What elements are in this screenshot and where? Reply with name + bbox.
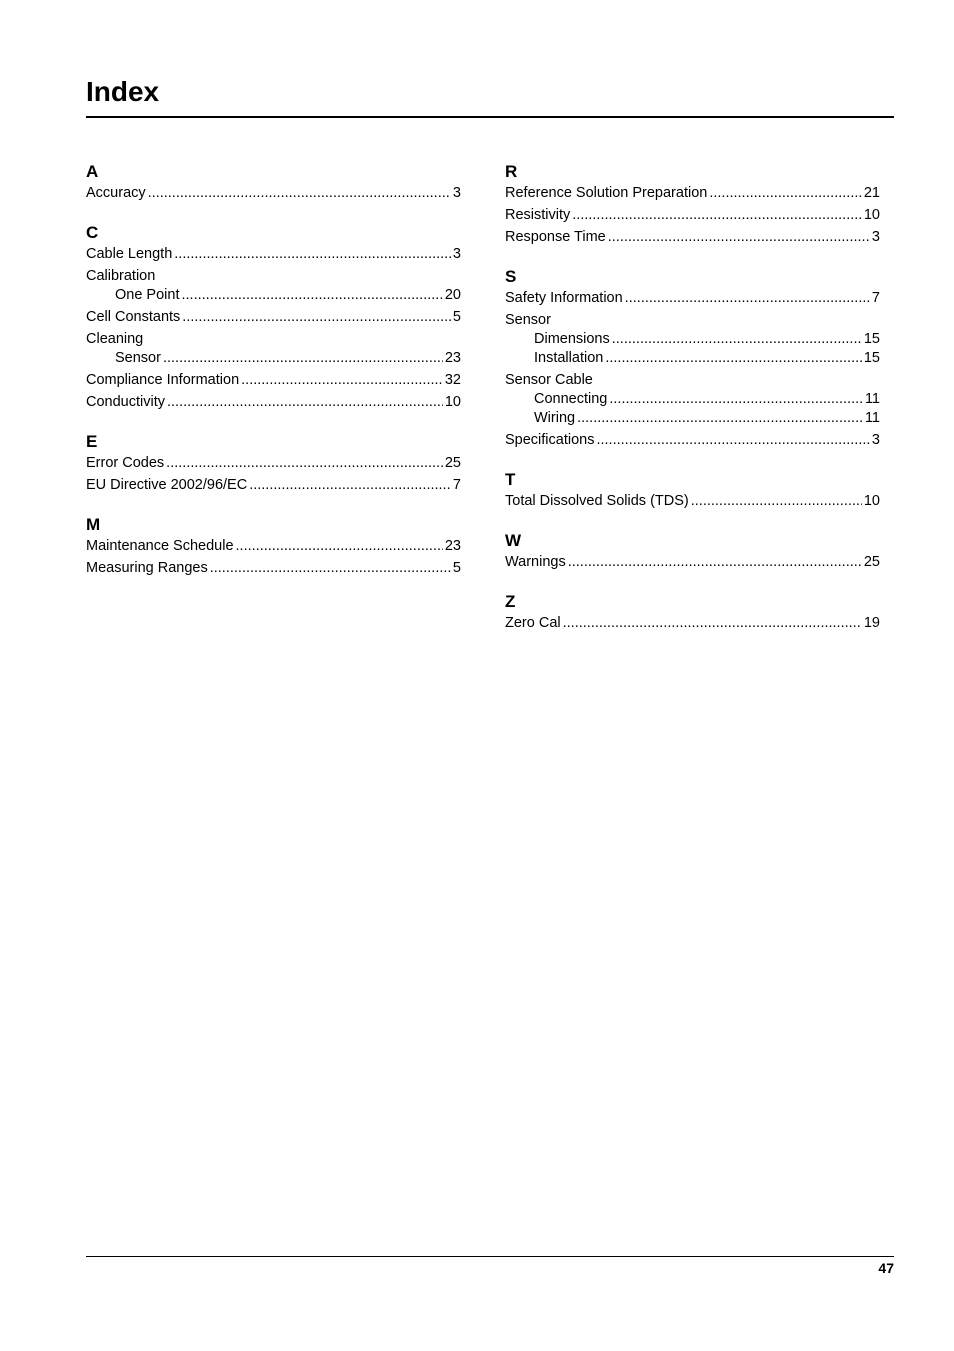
index-entry xyxy=(505,206,880,225)
entry-label: Sensor xyxy=(115,350,161,366)
entry-label: Cable Length xyxy=(86,246,173,262)
entry-page: 25 xyxy=(863,554,880,570)
index-entry xyxy=(86,245,461,264)
entry-parent: Cleaning xyxy=(86,331,144,347)
entry-label: One Point xyxy=(115,287,180,303)
entry-page: 7 xyxy=(452,477,461,493)
leader-dots xyxy=(709,184,862,203)
section-letter: Z xyxy=(505,592,516,611)
entry-parent: Sensor Cable xyxy=(505,372,593,388)
entry-page: 23 xyxy=(444,350,461,366)
index-subentry xyxy=(86,286,461,305)
leader-dots xyxy=(605,349,862,368)
leader-dots xyxy=(577,409,863,428)
entry-label: Connecting xyxy=(534,391,608,407)
section-letter: E xyxy=(86,432,98,451)
index-entry xyxy=(505,289,880,308)
entry-page: 32 xyxy=(444,372,461,388)
section-z xyxy=(505,588,880,633)
index-subentry xyxy=(86,349,461,368)
section-s xyxy=(505,263,880,450)
leader-dots xyxy=(568,553,862,572)
index-entry xyxy=(505,492,880,511)
leader-dots xyxy=(609,390,863,409)
leader-dots xyxy=(563,614,862,633)
page-number: 47 xyxy=(878,1260,894,1276)
entry-label: Dimensions xyxy=(534,331,610,347)
section-c xyxy=(86,219,461,412)
entry-label: EU Directive 2002/96/EC xyxy=(86,477,248,493)
entry-label: Total Dissolved Solids (TDS) xyxy=(505,493,689,509)
entry-parent: Calibration xyxy=(86,268,156,284)
leader-dots xyxy=(182,286,443,305)
leader-dots xyxy=(236,537,443,556)
leader-dots xyxy=(249,476,451,495)
index-entry xyxy=(86,308,461,327)
section-m xyxy=(86,511,461,578)
index-entry xyxy=(86,371,461,390)
section-a xyxy=(86,158,461,203)
entry-label: Compliance Information xyxy=(86,372,240,388)
entry-page: 3 xyxy=(871,432,880,448)
entry-label: Safety Information xyxy=(505,290,623,306)
leader-dots xyxy=(210,559,451,578)
section-letter: T xyxy=(505,470,516,489)
entry-page: 3 xyxy=(452,246,461,262)
leader-dots xyxy=(174,245,451,264)
leader-dots xyxy=(612,330,862,349)
entry-label: Specifications xyxy=(505,432,595,448)
section-letter: W xyxy=(505,531,522,550)
section-w xyxy=(505,527,880,572)
section-e xyxy=(86,428,461,495)
entry-label: Reference Solution Preparation xyxy=(505,185,708,201)
index-subentry xyxy=(505,409,880,428)
index-subentry xyxy=(505,349,880,368)
entry-label: Zero Cal xyxy=(505,615,561,631)
entry-page: 3 xyxy=(871,229,880,245)
section-letter: S xyxy=(505,267,517,286)
entry-parent: Sensor xyxy=(505,312,551,328)
entry-label: Cell Constants xyxy=(86,309,181,325)
entry-label: Resistivity xyxy=(505,207,571,223)
entry-page: 10 xyxy=(863,493,880,509)
index-entry xyxy=(86,393,461,412)
entry-page: 19 xyxy=(863,615,880,631)
entry-page: 15 xyxy=(863,350,880,366)
leader-dots xyxy=(241,371,443,390)
entry-page: 11 xyxy=(864,391,880,407)
leader-dots xyxy=(182,308,451,327)
entry-label: Response Time xyxy=(505,229,606,245)
section-letter: M xyxy=(86,515,101,534)
entry-page: 5 xyxy=(452,560,461,576)
index-entry xyxy=(86,537,461,556)
leader-dots xyxy=(572,206,862,225)
leader-dots xyxy=(148,184,451,203)
entry-page: 15 xyxy=(863,331,880,347)
index-entry xyxy=(505,614,880,633)
entry-page: 10 xyxy=(863,207,880,223)
title-rule xyxy=(86,116,894,118)
entry-label: Measuring Ranges xyxy=(86,560,208,576)
leader-dots xyxy=(691,492,862,511)
section-letter: A xyxy=(86,162,99,181)
footer-rule xyxy=(86,1256,894,1257)
entry-page: 21 xyxy=(863,185,880,201)
leader-dots xyxy=(163,349,443,368)
entry-label: Maintenance Schedule xyxy=(86,538,234,554)
entry-label: Error Codes xyxy=(86,455,165,471)
index-subentry xyxy=(505,390,880,409)
section-letter: R xyxy=(505,162,518,181)
entry-page: 7 xyxy=(871,290,880,306)
index-entry xyxy=(86,476,461,495)
section-letter: C xyxy=(86,223,99,242)
entry-page: 5 xyxy=(452,309,461,325)
entry-label: Accuracy xyxy=(86,185,146,201)
index-entry xyxy=(505,553,880,572)
entry-label: Installation xyxy=(534,350,604,366)
leader-dots xyxy=(608,228,870,247)
leader-dots xyxy=(596,431,869,450)
index-entry xyxy=(86,559,461,578)
page-title: Index xyxy=(86,76,160,107)
section-r xyxy=(505,158,880,247)
entry-page: 20 xyxy=(444,287,461,303)
index-entry xyxy=(505,228,880,247)
index-entry xyxy=(86,454,461,473)
section-t xyxy=(505,466,880,511)
index-entry xyxy=(505,184,880,203)
index-column-left xyxy=(86,158,461,594)
entry-page: 11 xyxy=(864,410,880,426)
entry-label: Warnings xyxy=(505,554,566,570)
entry-label: Conductivity xyxy=(86,394,165,410)
entry-label: Wiring xyxy=(534,410,576,426)
leader-dots xyxy=(167,393,443,412)
entry-page: 25 xyxy=(444,455,461,471)
entry-page: 3 xyxy=(452,185,461,201)
entry-page: 23 xyxy=(444,538,461,554)
index-entry xyxy=(505,431,880,450)
leader-dots xyxy=(166,454,443,473)
entry-page: 10 xyxy=(444,394,461,410)
index-column-right xyxy=(505,158,880,649)
index-entry xyxy=(86,184,461,203)
index-subentry xyxy=(505,330,880,349)
leader-dots xyxy=(625,289,870,308)
